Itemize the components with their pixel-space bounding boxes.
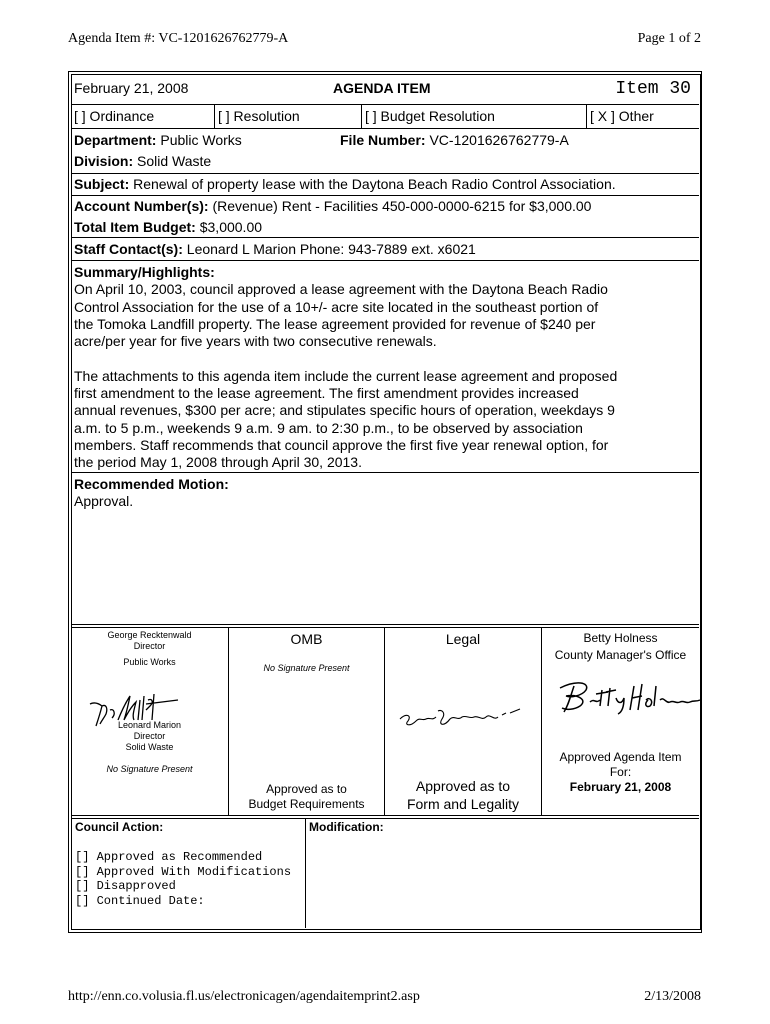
subject-row <box>74 176 616 193</box>
modification-label: Modification: <box>309 820 384 834</box>
legal-approval-line: Form and Legality <box>406 796 520 812</box>
manager-block <box>542 630 699 664</box>
summary-line: acre/per year for five years with two consecutive renewals. <box>74 333 437 350</box>
agenda-title: AGENDA ITEM <box>333 80 431 96</box>
summary-line: a.m. to 5 p.m., weekends 9 a.m. 9 am. to 2:30 p.m., to be observed by association <box>74 419 583 436</box>
council-option-approved: [] Approved as Recommended <box>75 850 263 864</box>
type-other: [ X ] Other <box>590 108 654 124</box>
council-option-disapproved: [] Disapproved <box>75 879 176 894</box>
type-budget-resolution: [ ] Budget Resolution <box>365 108 495 124</box>
legal-title: Legal <box>445 631 481 647</box>
divider <box>71 104 699 105</box>
budget-row <box>74 219 262 236</box>
summary-label: Summary/Highlights: <box>74 264 215 280</box>
staff-contact-value: Leonard L Marion Phone: 943-7889 ext. x6021 <box>186 241 476 257</box>
summary-line: Control Association for the use of a 10+/- acre site located in the southeast portion of <box>74 298 599 315</box>
motion-value: Approval. <box>74 493 134 510</box>
item-number: Item 30 <box>615 79 691 99</box>
public-works-title: Director <box>133 641 166 651</box>
file-number-row <box>340 132 569 149</box>
divider <box>71 237 699 238</box>
divider <box>305 818 306 928</box>
solid-waste-title: Director <box>133 731 166 741</box>
manager-signature <box>556 676 702 716</box>
solid-waste-dept: Solid Waste <box>125 742 174 752</box>
divider <box>71 472 699 473</box>
manager-name: Betty Holness <box>583 631 658 645</box>
subject-value: Renewal of property lease with the Daytona Beach Radio Control Association. <box>133 176 616 192</box>
council-option-approved-with-modifications: [] Approved With Modifications <box>75 864 292 879</box>
page-number: Page 1 of 2 <box>637 31 701 46</box>
department-label: Department: <box>74 132 157 148</box>
legal-approval-line: Approved as to <box>415 778 511 794</box>
divider <box>71 815 699 816</box>
type-ordinance: [ ] Ordinance <box>74 108 155 124</box>
divider <box>71 624 699 625</box>
type-resolution: [ ] Resolution <box>218 108 300 124</box>
divider <box>214 104 215 128</box>
divider <box>71 260 699 261</box>
manager-office: County Manager's Office <box>554 648 687 662</box>
division-label: Division: <box>74 153 134 169</box>
division-value: Solid Waste <box>137 153 212 169</box>
summary-line: members. Staff recommends that council approve the first five year renewal option, for <box>74 436 609 453</box>
solid-waste-name: Leonard Marion <box>117 720 182 730</box>
divider <box>71 195 699 196</box>
divider <box>361 104 362 128</box>
divider <box>586 104 587 128</box>
solid-waste-signature-status: No Signature Present <box>106 764 193 774</box>
summary-line: annual revenues, $300 per acre; and stipulates specific hours of operation, weekdays 9 <box>74 402 615 419</box>
omb-approval-line: Approved as to <box>266 782 347 796</box>
motion-section <box>74 476 229 511</box>
public-works-name: George Recktenwald <box>107 630 192 640</box>
budget-label: Total Item Budget: <box>74 219 196 235</box>
council-option-continued: [] Continued Date: <box>75 894 205 909</box>
manager-approval <box>542 750 699 795</box>
omb-approval-line: Budget Requirements <box>248 797 365 811</box>
division-row <box>74 153 211 170</box>
manager-approved-line: Approved Agenda Item <box>559 750 682 764</box>
staff-contact-row <box>74 241 476 258</box>
summary-section <box>74 264 696 472</box>
footer-date: 2/13/2008 <box>644 989 701 1004</box>
budget-value: $3,000.00 <box>199 219 263 235</box>
summary-line: The attachments to this agenda item include the current lease agreement and proposed <box>74 367 618 384</box>
solid-waste-block <box>72 720 227 753</box>
agenda-date: February 21, 2008 <box>74 80 189 96</box>
omb-title: OMB <box>290 631 323 647</box>
manager-approved-line: For: <box>609 765 632 779</box>
staff-contact-label: Staff Contact(s): <box>74 241 183 257</box>
summary-line: the Tomoka Landfill property. The lease agreement provided for revenue of $240 per <box>74 315 596 332</box>
omb-signature-status: No Signature Present <box>263 663 350 673</box>
council-action-label: Council Action: <box>75 820 164 834</box>
council-options <box>75 850 291 909</box>
manager-approved-date: February 21, 2008 <box>569 780 672 794</box>
motion-label: Recommended Motion: <box>74 476 229 492</box>
summary-line: On April 10, 2003, council approved a lease agreement with the Daytona Beach Radio <box>74 281 608 298</box>
account-row <box>74 198 591 215</box>
account-label: Account Number(s): <box>74 198 209 214</box>
divider <box>71 128 699 129</box>
divider <box>71 627 699 628</box>
footer-url: http://enn.co.volusia.fl.us/electronicagen/agendaitemprint2.asp <box>68 989 420 1004</box>
department-value: Public Works <box>160 132 242 148</box>
divider <box>71 818 699 819</box>
summary-line: first amendment to the lease agreement. The first amendment provides increased <box>74 385 579 402</box>
department-row <box>74 132 242 149</box>
legal-signature <box>398 703 523 733</box>
public-works-dept: Public Works <box>123 657 176 667</box>
agenda-item-number: Agenda Item #: VC-1201626762779-A <box>68 31 289 46</box>
file-number-label: File Number: <box>340 132 426 148</box>
divider <box>71 173 699 174</box>
account-value: (Revenue) Rent - Facilities 450-000-0000-6215 for $3,000.00 <box>212 198 592 214</box>
file-number-value: VC-1201626762779-A <box>429 132 569 148</box>
public-works-block <box>72 630 227 668</box>
subject-label: Subject: <box>74 176 130 192</box>
summary-line: the period May 1, 2008 through April 30, 2013. <box>74 454 362 471</box>
legal-approval <box>385 777 541 813</box>
omb-approval <box>229 782 384 812</box>
